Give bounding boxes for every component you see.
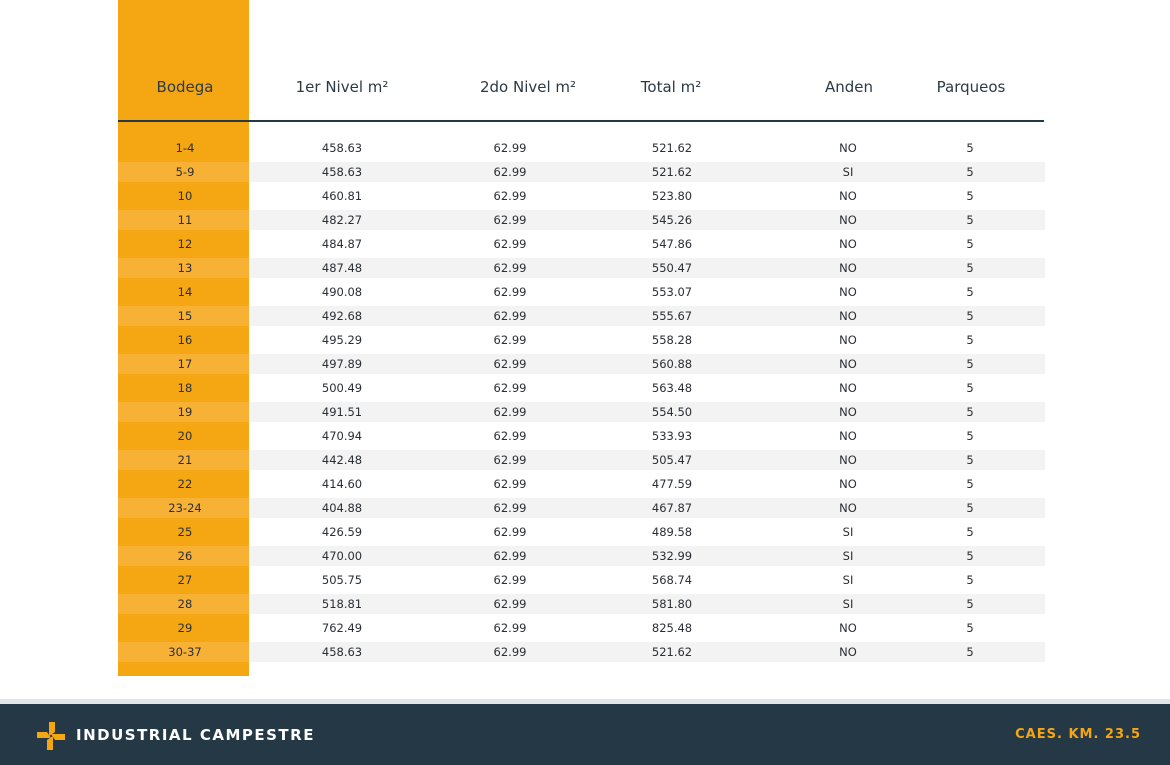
cell-anden: NO	[839, 213, 857, 227]
cell-bodega: 13	[177, 261, 193, 275]
cell-second-level: 62.99	[493, 501, 527, 515]
table-row	[118, 208, 1045, 232]
row-band	[249, 450, 1045, 470]
cell-first-level: 492.68	[321, 309, 363, 323]
cell-parqueos: 5	[966, 141, 974, 155]
cell-parqueos: 5	[966, 549, 974, 563]
cell-first-level: 404.88	[321, 501, 363, 515]
cell-total: 521.62	[651, 645, 693, 659]
cell-total: 825.48	[651, 621, 693, 635]
cell-total: 558.28	[651, 333, 693, 347]
cell-bodega: 18	[177, 381, 193, 395]
cell-parqueos: 5	[966, 429, 974, 443]
cell-anden: NO	[839, 189, 857, 203]
pinwheel-logo-icon	[35, 720, 67, 752]
cell-first-level: 497.89	[321, 357, 363, 371]
cell-anden: NO	[839, 309, 857, 323]
cell-parqueos: 5	[966, 237, 974, 251]
header-second-level: 2do Nivel m²	[479, 78, 577, 96]
cell-second-level: 62.99	[493, 213, 527, 227]
brand-name: INDUSTRIAL CAMPESTRE	[76, 726, 315, 744]
table-row	[118, 472, 1045, 496]
cell-bodega: 23-24	[168, 501, 202, 515]
cell-parqueos: 5	[966, 165, 974, 179]
cell-parqueos: 5	[966, 309, 974, 323]
cell-total: 477.59	[651, 477, 693, 491]
cell-anden: NO	[839, 477, 857, 491]
cell-first-level: 470.94	[321, 429, 363, 443]
cell-first-level: 518.81	[321, 597, 363, 611]
cell-second-level: 62.99	[493, 261, 527, 275]
cell-first-level: 426.59	[321, 525, 363, 539]
cell-bodega: 27	[177, 573, 193, 587]
cell-parqueos: 5	[966, 645, 974, 659]
row-band	[249, 258, 1045, 278]
cell-first-level: 487.48	[321, 261, 363, 275]
location-label: CAES. KM. 23.5	[1015, 727, 1141, 742]
table-row	[118, 160, 1045, 184]
cell-bodega: 20	[177, 429, 193, 443]
cell-first-level: 414.60	[321, 477, 363, 491]
cell-total: 555.67	[651, 309, 693, 323]
cell-bodega: 21	[177, 453, 193, 467]
table-row	[118, 616, 1045, 640]
cell-total: 489.58	[651, 525, 693, 539]
cell-anden: NO	[839, 645, 857, 659]
cell-second-level: 62.99	[493, 453, 527, 467]
cell-first-level: 505.75	[321, 573, 363, 587]
cell-total: 533.93	[651, 429, 693, 443]
cell-parqueos: 5	[966, 285, 974, 299]
cell-second-level: 62.99	[493, 237, 527, 251]
cell-first-level: 458.63	[321, 165, 363, 179]
cell-bodega: 28	[177, 597, 193, 611]
row-band	[249, 162, 1045, 182]
cell-first-level: 490.08	[321, 285, 363, 299]
cell-second-level: 62.99	[493, 141, 527, 155]
cell-anden: NO	[839, 405, 857, 419]
table-row	[118, 376, 1045, 400]
cell-bodega: 30-37	[168, 645, 202, 659]
cell-bodega: 16	[177, 333, 193, 347]
cell-total: 523.80	[651, 189, 693, 203]
cell-parqueos: 5	[966, 405, 974, 419]
table-row	[118, 304, 1045, 328]
cell-first-level: 482.27	[321, 213, 363, 227]
cell-second-level: 62.99	[493, 357, 527, 371]
table-row	[118, 496, 1045, 520]
cell-first-level: 484.87	[321, 237, 363, 251]
cell-bodega: 1-4	[175, 141, 195, 155]
cell-parqueos: 5	[966, 261, 974, 275]
row-band	[249, 306, 1045, 326]
cell-anden: SI	[842, 549, 854, 563]
cell-second-level: 62.99	[493, 645, 527, 659]
cell-second-level: 62.99	[493, 525, 527, 539]
cell-total: 532.99	[651, 549, 693, 563]
cell-second-level: 62.99	[493, 549, 527, 563]
cell-total: 550.47	[651, 261, 693, 275]
cell-parqueos: 5	[966, 525, 974, 539]
cell-total: 467.87	[651, 501, 693, 515]
cell-second-level: 62.99	[493, 477, 527, 491]
cell-total: 545.26	[651, 213, 693, 227]
cell-second-level: 62.99	[493, 597, 527, 611]
cell-anden: NO	[839, 453, 857, 467]
table-row	[118, 592, 1045, 616]
row-band	[249, 594, 1045, 614]
table-row	[118, 520, 1045, 544]
cell-bodega: 17	[177, 357, 193, 371]
cell-anden: SI	[842, 573, 854, 587]
table-row	[118, 328, 1045, 352]
cell-anden: NO	[839, 333, 857, 347]
table-row	[118, 280, 1045, 304]
table-body	[118, 136, 1045, 664]
table-row	[118, 400, 1045, 424]
cell-bodega: 25	[177, 525, 193, 539]
cell-second-level: 62.99	[493, 429, 527, 443]
row-band	[249, 498, 1045, 518]
cell-first-level: 470.00	[321, 549, 363, 563]
header-anden: Anden	[824, 78, 874, 96]
header-total: Total m²	[640, 78, 702, 96]
cell-parqueos: 5	[966, 381, 974, 395]
cell-anden: SI	[842, 165, 854, 179]
table-row	[118, 232, 1045, 256]
cell-parqueos: 5	[966, 357, 974, 371]
cell-parqueos: 5	[966, 477, 974, 491]
cell-bodega: 5-9	[175, 165, 195, 179]
cell-parqueos: 5	[966, 213, 974, 227]
table-row	[118, 256, 1045, 280]
header-divider	[118, 120, 1044, 122]
cell-total: 505.47	[651, 453, 693, 467]
cell-bodega: 26	[177, 549, 193, 563]
cell-bodega: 19	[177, 405, 193, 419]
cell-anden: SI	[842, 525, 854, 539]
row-band	[249, 642, 1045, 662]
table-row	[118, 640, 1045, 664]
footer	[0, 704, 1170, 765]
cell-parqueos: 5	[966, 453, 974, 467]
cell-first-level: 458.63	[321, 645, 363, 659]
cell-anden: NO	[839, 429, 857, 443]
table-row	[118, 352, 1045, 376]
cell-parqueos: 5	[966, 573, 974, 587]
row-band	[249, 354, 1045, 374]
cell-anden: NO	[839, 381, 857, 395]
cell-second-level: 62.99	[493, 381, 527, 395]
cell-first-level: 500.49	[321, 381, 363, 395]
cell-total: 554.50	[651, 405, 693, 419]
cell-bodega: 22	[177, 477, 193, 491]
cell-first-level: 460.81	[321, 189, 363, 203]
cell-parqueos: 5	[966, 621, 974, 635]
header-bodega: Bodega	[156, 78, 214, 96]
header-parqueos: Parqueos	[936, 78, 1006, 96]
cell-first-level: 442.48	[321, 453, 363, 467]
cell-second-level: 62.99	[493, 165, 527, 179]
cell-first-level: 458.63	[321, 141, 363, 155]
cell-bodega: 29	[177, 621, 193, 635]
cell-anden: NO	[839, 261, 857, 275]
cell-total: 581.80	[651, 597, 693, 611]
cell-anden: NO	[839, 621, 857, 635]
cell-second-level: 62.99	[493, 189, 527, 203]
cell-second-level: 62.99	[493, 309, 527, 323]
row-band	[249, 546, 1045, 566]
cell-anden: NO	[839, 501, 857, 515]
cell-second-level: 62.99	[493, 621, 527, 635]
cell-parqueos: 5	[966, 597, 974, 611]
table-row	[118, 184, 1045, 208]
table-row	[118, 424, 1045, 448]
cell-second-level: 62.99	[493, 285, 527, 299]
cell-first-level: 762.49	[321, 621, 363, 635]
cell-first-level: 495.29	[321, 333, 363, 347]
cell-total: 521.62	[651, 141, 693, 155]
table-row	[118, 136, 1045, 160]
cell-bodega: 11	[177, 213, 193, 227]
table-row	[118, 448, 1045, 472]
row-band	[249, 210, 1045, 230]
cell-bodega: 12	[177, 237, 193, 251]
cell-total: 553.07	[651, 285, 693, 299]
cell-second-level: 62.99	[493, 333, 527, 347]
cell-total: 521.62	[651, 165, 693, 179]
table-row	[118, 568, 1045, 592]
cell-total: 560.88	[651, 357, 693, 371]
cell-bodega: 10	[177, 189, 193, 203]
table-header	[0, 0, 1170, 121]
cell-first-level: 491.51	[321, 405, 363, 419]
cell-second-level: 62.99	[493, 405, 527, 419]
cell-bodega: 14	[177, 285, 193, 299]
table-row	[118, 544, 1045, 568]
cell-second-level: 62.99	[493, 573, 527, 587]
cell-anden: NO	[839, 141, 857, 155]
cell-parqueos: 5	[966, 501, 974, 515]
row-band	[249, 402, 1045, 422]
cell-anden: SI	[842, 597, 854, 611]
cell-parqueos: 5	[966, 333, 974, 347]
cell-total: 568.74	[651, 573, 693, 587]
cell-anden: NO	[839, 237, 857, 251]
cell-total: 547.86	[651, 237, 693, 251]
cell-parqueos: 5	[966, 189, 974, 203]
cell-bodega: 15	[177, 309, 193, 323]
header-first-level: 1er Nivel m²	[295, 78, 389, 96]
cell-anden: NO	[839, 357, 857, 371]
cell-total: 563.48	[651, 381, 693, 395]
cell-anden: NO	[839, 285, 857, 299]
